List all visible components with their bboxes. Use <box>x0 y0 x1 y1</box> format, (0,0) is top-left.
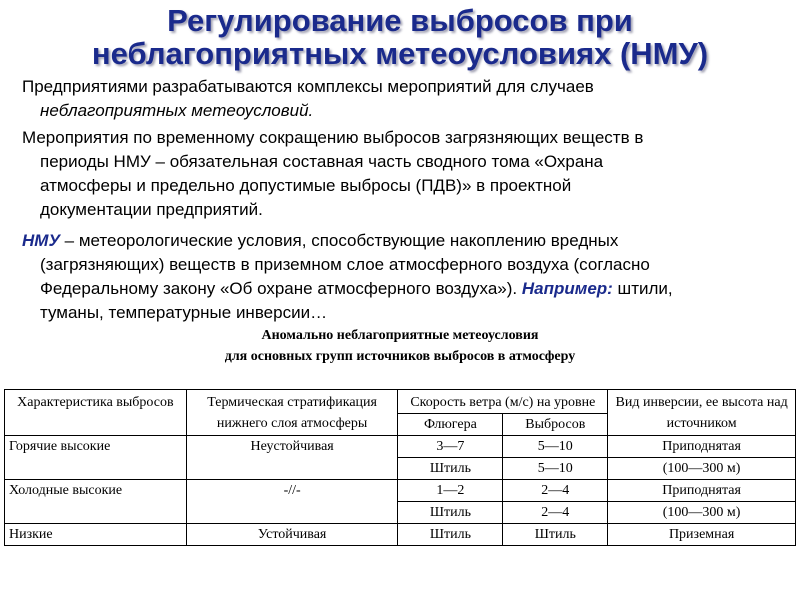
p3-line-4: туманы, температурные инверсии… <box>40 303 328 322</box>
cell-inversion: (100—300 м) <box>608 458 796 480</box>
title-line-1: Регулирование выбросов при <box>167 3 633 38</box>
cell-emission: Штиль <box>503 524 608 546</box>
table-caption-line-2: для основных групп источников выбросов в атмосферу <box>224 349 576 364</box>
nmu-term: НМУ <box>22 231 60 250</box>
paragraph-3 <box>22 229 792 325</box>
header-emission-level: Выбросов <box>503 414 608 436</box>
cell-flugger: 1—2 <box>398 480 503 502</box>
header-emission-characteristic: Характеристика выбросов <box>5 390 187 436</box>
p3-line-3-tail: штили, <box>612 279 673 298</box>
cell-emission: 2—4 <box>503 480 608 502</box>
table-header-row <box>5 390 796 414</box>
table-row <box>5 524 796 546</box>
p3-line-3-text: Федеральному закону «Об охране атмосферного воздуха»). <box>40 279 522 298</box>
cell-group: Низкие <box>5 524 187 546</box>
cell-emission: 5—10 <box>503 458 608 480</box>
cell-stratification: -//- <box>186 480 398 524</box>
table-row <box>5 436 796 458</box>
slide-title <box>0 4 800 70</box>
table-caption-line-1: Аномально неблагоприятные метеоусловия <box>261 328 539 343</box>
header-thermal-stratification: Термическая стратификация нижнего слоя атмосферы <box>186 390 398 436</box>
meteo-table <box>4 389 796 546</box>
p2-line-4: документации предприятий. <box>40 200 263 219</box>
p2-line-3: атмосферы и предельно допустимые выбросы (ПДВ)» в проектной <box>40 176 572 195</box>
cell-inversion: (100—300 м) <box>608 502 796 524</box>
p1-line-1: Предприятиями разрабатываются комплексы мероприятий для случаев <box>22 77 594 96</box>
p3-line-1 <box>22 229 792 253</box>
header-flugger: Флюгера <box>398 414 503 436</box>
cell-inversion: Приподнятая <box>608 436 796 458</box>
header-wind-speed: Скорость ветра (м/с) на уровне <box>398 390 608 414</box>
cell-group: Горячие высокие <box>5 436 187 480</box>
cell-stratification: Устойчивая <box>186 524 398 546</box>
p3-line-2: (загрязняющих) веществ в приземном слое атмосферного воздуха (согласно <box>40 255 650 274</box>
cell-emission: 5—10 <box>503 436 608 458</box>
p3-line-3 <box>22 277 792 301</box>
p2-line-1: Мероприятия по временному сокращению выбросов загрязняющих веществ в <box>22 128 644 147</box>
cell-group: Холодные высокие <box>5 480 187 524</box>
header-inversion-type: Вид инверсии, ее высота над источником <box>608 390 796 436</box>
title-line-2: неблагоприятных метеоусловиях (НМУ) <box>91 36 709 71</box>
table-row <box>5 480 796 502</box>
cell-flugger: Штиль <box>398 524 503 546</box>
cell-inversion: Приземная <box>608 524 796 546</box>
p1-line-2: неблагоприятных метеоусловий. <box>40 101 314 120</box>
cell-stratification: Неустойчивая <box>186 436 398 480</box>
cell-flugger: 3—7 <box>398 436 503 458</box>
cell-flugger: Штиль <box>398 502 503 524</box>
paragraph-2 <box>22 126 792 222</box>
cell-inversion: Приподнятая <box>608 480 796 502</box>
p3-line-1-text: – метеорологические условия, способствующие накоплению вредных <box>59 231 619 250</box>
example-term: Например: <box>521 279 613 298</box>
cell-flugger: Штиль <box>398 458 503 480</box>
p2-line-2: периоды НМУ – обязательная составная часть сводного тома «Охрана <box>40 152 604 171</box>
cell-emission: 2—4 <box>503 502 608 524</box>
paragraph-1 <box>22 75 792 123</box>
